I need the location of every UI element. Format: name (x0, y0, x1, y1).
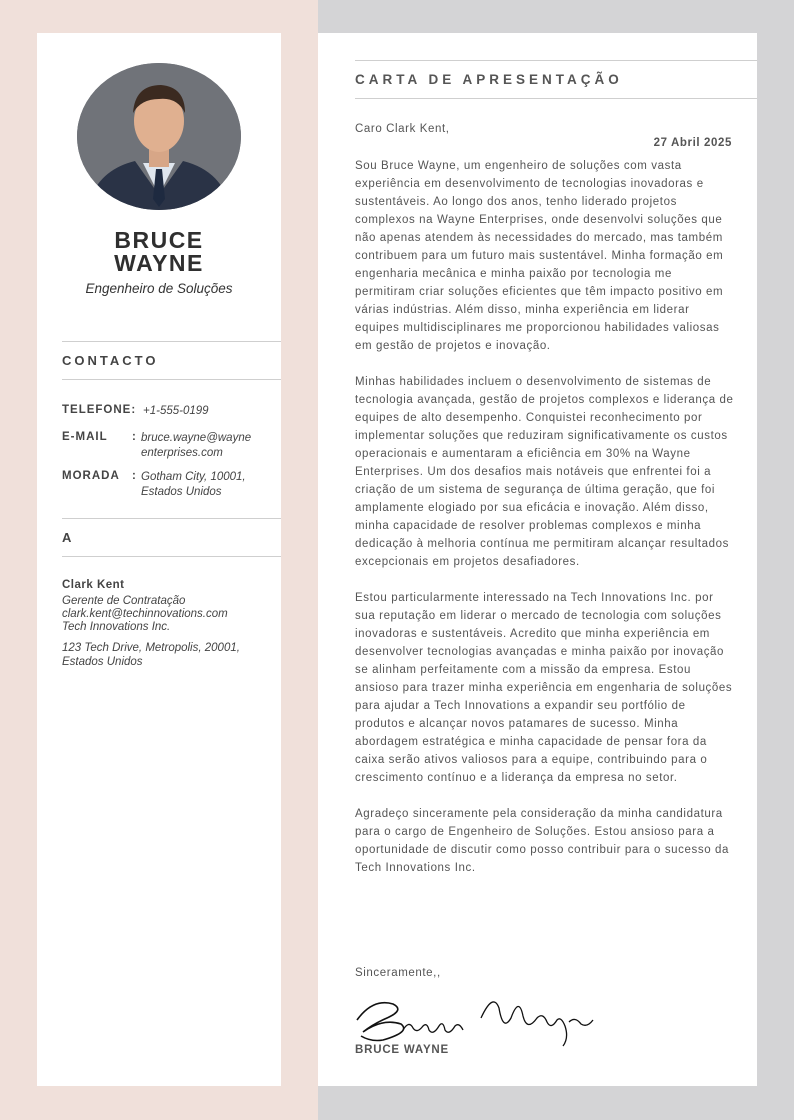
recipient-heading (62, 518, 281, 557)
phone-value: +1-555-0199 (143, 405, 209, 417)
recipient-email: clark.kent@techinnovations.com (62, 608, 228, 620)
recipient-title: Gerente de Contratação (62, 595, 186, 607)
recipient-address: 123 Tech Drive, Metropolis, 20001, Estados Unidos (62, 642, 240, 668)
address-label: MORADA (62, 470, 120, 482)
candidate-name (37, 229, 281, 275)
letter-paragraph: Agradeço sinceramente pela consideração da minha candidatura para o cargo de Engenheiro de Soluções. Estou ansioso para a oportunidade de discutir como posso contribuir para o sucesso da Tech Innovations Inc. (355, 808, 730, 874)
email-label: E-MAIL (62, 431, 108, 443)
address-value: Gotham City, 10001, Estados Unidos (141, 471, 246, 498)
last-name: WAYNE (114, 250, 204, 276)
letter-date: 27 Abril 2025 (653, 137, 732, 149)
email-value: bruce.wayne@wayneenterprises.com (141, 432, 252, 459)
letter-body (355, 157, 735, 895)
address-colon: : (132, 470, 136, 482)
recipient-heading-label: A (62, 530, 75, 545)
letter-heading (355, 60, 757, 99)
letter-heading-label: CARTA DE APRESENTAÇÃO (355, 72, 623, 87)
letter-paragraph: Sou Bruce Wayne, um engenheiro de soluções com vasta experiência em desenvolvimento de tecnologias inovadoras e sustentáveis. Ao longo dos anos, tenho liderado projetos complexos na Wayne Enterprises, onde desenvolvi soluções que não apenas atendem às necessidades do mercado, mas também contribuem para um futuro mais sustentável. Minha formação em engenharia mecânica e minha paixão por tecnologia me permitiram criar soluções eficientes que têm impacto positivo em várias indústrias. Além disso, minha experiência em liderar equipes multidisciplinares me proporcionou habilidades valiosas em gestão de projetos e inovação. (355, 160, 724, 352)
candidate-role: Engenheiro de Soluções (85, 281, 233, 296)
letter-closing: Sinceramente,, (355, 967, 441, 979)
letter-paragraph: Estou particularmente interessado na Tech Innovations Inc. por sua reputação em liderar o mercado de tecnologia com soluções inovadoras e sustentáveis. Acredito que minha experiência em desenvolver tecnologias avançadas e minha paixão por inovação se alinham perfeitamente com a missão da empresa. Estou ansioso para trazer minha experiência em engenharia de soluções para ajudar a Tech Innovations a expandir seu portfólio de produtos e alcançar novos patamares de sucesso. Minha abordagem estratégica e minha capacidade de pensar fora da caixa serão ativos valiosos para a equipe, contribuindo para o crescimento contínuo e a liderança da empresa no setor. (355, 592, 733, 784)
phone-label: TELEFONE: (62, 404, 137, 416)
contact-heading (62, 341, 281, 380)
contact-heading-label: CONTACTO (62, 353, 159, 368)
letter-paragraph: Minhas habilidades incluem o desenvolvimento de sistemas de tecnologia avançada, gestão de projetos complexos e liderança de equipes de alto desempenho. Conquistei reconhecimento por implementar soluções que reduziram significativamente os custos operacionais e aumentaram a eficiência em 30% na Wayne Enterprises. Um dos desafios mais notáveis que enfrentei foi a criação de um sistema de segurança de última geração, que foi amplamente elogiado por sua eficácia e inovação. Além disso, minha capacidade de resolver problemas complexos e minha dedicação à melhoria contínua me permitiram alcançar resultados excepcionais em projetos desafiadores. (355, 376, 734, 568)
letter-panel (318, 33, 757, 1086)
first-name: BRUCE (114, 227, 204, 253)
profile-photo (77, 63, 241, 210)
signature-name: BRUCE WAYNE (355, 1044, 449, 1056)
recipient-name: Clark Kent (62, 579, 125, 591)
letter-greeting: Caro Clark Kent, (355, 123, 450, 135)
recipient-company: Tech Innovations Inc. (62, 621, 171, 633)
sidebar-panel (37, 33, 281, 1086)
email-colon: : (132, 431, 136, 443)
